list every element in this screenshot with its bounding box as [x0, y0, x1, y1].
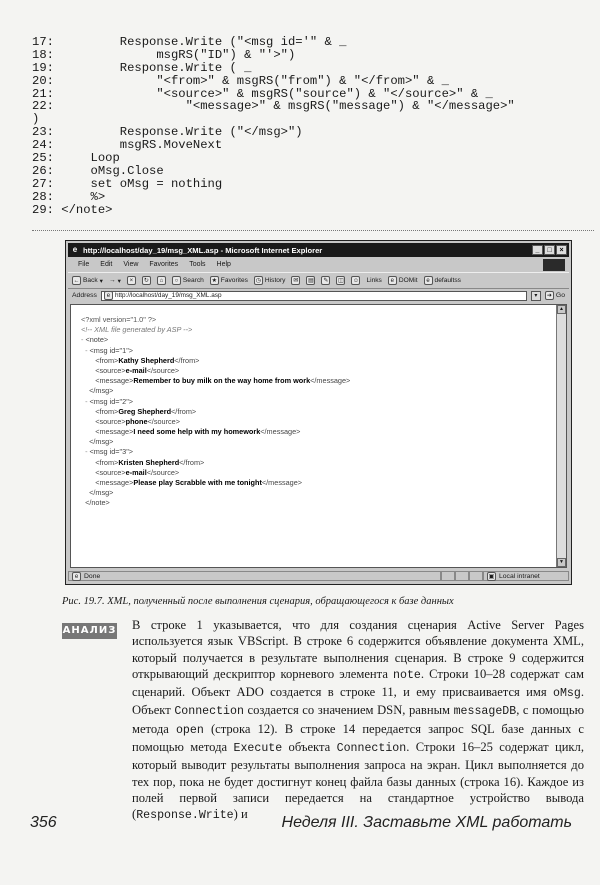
- body-text: . Объект: [132, 685, 584, 718]
- xml-tag: <message>: [95, 427, 134, 437]
- go-button[interactable]: [545, 291, 569, 300]
- address-input[interactable]: [101, 291, 527, 301]
- code-listing: [32, 36, 592, 216]
- xml-tag: </source>: [146, 365, 180, 375]
- chevron-down-icon: ▾: [99, 277, 103, 285]
- collapse-toggle[interactable]: -: [85, 345, 88, 355]
- xml-node-note[interactable]: [81, 335, 350, 345]
- favorites-icon: ★: [211, 278, 217, 284]
- xml-msg-close: [81, 386, 350, 396]
- xml-node-msg[interactable]: [81, 397, 350, 407]
- xml-node-msg[interactable]: [81, 447, 350, 457]
- xml-tree: [81, 315, 350, 509]
- link-domit-label: DOMit: [398, 277, 418, 284]
- menu-help[interactable]: Help: [216, 261, 231, 268]
- xml-tag: </source>: [146, 467, 180, 477]
- address-dropdown-button[interactable]: ▾: [531, 291, 541, 301]
- back-label: Back: [83, 277, 98, 284]
- body-text: , с помощью метода: [132, 703, 584, 736]
- inline-code: Response.Write: [136, 809, 234, 823]
- code-line: 19: Response.Write ( _: [32, 60, 252, 75]
- windows-logo-icon: [543, 259, 565, 271]
- back-arrow-icon: ←: [73, 278, 80, 284]
- xml-tag: <msg id="3">: [89, 447, 134, 457]
- home-icon[interactable]: ⌂: [157, 276, 166, 285]
- xml-declaration: <?xml version="1.0" ?>: [81, 315, 157, 324]
- xml-value: e-mail: [125, 467, 147, 477]
- xml-tag: </msg>: [89, 437, 114, 447]
- xml-from: [81, 407, 350, 417]
- body-text: создается со значением DSN, равным: [243, 703, 454, 718]
- status-bar: [68, 570, 569, 582]
- ie-logo-icon: e: [72, 245, 78, 254]
- link-icon: e: [388, 276, 397, 285]
- code-line: 20: "<from>" & msgRS("from") & "</from>" & _: [32, 73, 449, 88]
- collapse-toggle[interactable]: -: [81, 335, 84, 345]
- running-title: Неделя III. Заставьте XML работать: [281, 814, 572, 831]
- xml-tag: <message>: [95, 376, 134, 386]
- scroll-down-icon[interactable]: ▼: [557, 558, 566, 567]
- collapse-toggle[interactable]: -: [85, 447, 88, 457]
- xml-message: [81, 376, 350, 386]
- xml-node-msg[interactable]: [81, 346, 350, 356]
- go-label: Go: [555, 292, 565, 299]
- vertical-scrollbar[interactable]: [556, 305, 566, 567]
- refresh-icon[interactable]: ↻: [143, 278, 149, 284]
- security-zone: [483, 571, 569, 581]
- menu-edit[interactable]: Edit: [100, 261, 113, 268]
- page-content: [70, 304, 567, 568]
- section-divider: [32, 230, 594, 231]
- address-bar: [68, 289, 569, 302]
- code-line: 25: Loop: [32, 151, 120, 166]
- inline-code: Execute: [233, 742, 283, 756]
- xml-value: Kathy Shepherd: [118, 355, 175, 365]
- edit-icon[interactable]: ✎: [323, 278, 329, 284]
- xml-message: [81, 427, 350, 437]
- page-icon: e: [72, 572, 81, 581]
- xml-source: [81, 417, 350, 427]
- body-text: . Строки 16–25 содержат цикл, который выводит результаты выполнения запроса на экран. Цикл выполняется до тех пор, пока не будет достигнут конец файла базы данных (строка 16). Каждое из полей первой записи передается на стандартное устройство вывода (: [132, 740, 584, 822]
- xml-tag: </from>: [179, 457, 205, 467]
- inline-code: messageDB: [453, 705, 517, 719]
- collapse-toggle[interactable]: -: [85, 396, 88, 406]
- xml-source: [81, 366, 350, 376]
- inline-code: oMsg: [553, 687, 581, 701]
- xml-tag: </from>: [174, 355, 200, 365]
- code-line: 17: Response.Write ("<msg id='" & _: [32, 35, 347, 49]
- analysis-paragraph: [132, 617, 584, 825]
- history-button[interactable]: [254, 276, 286, 285]
- code-line: 29: </note>: [32, 202, 113, 217]
- body-text: . Строки 10–28 содержат сам сценарий. Объект ADO создается в строке 11, и ему присваивается имя: [132, 666, 584, 700]
- status-cell: [455, 571, 469, 581]
- xml-tag: <source>: [95, 467, 126, 477]
- page-number: 356: [30, 814, 57, 831]
- xml-comment: <!-- XML file generated by ASP -->: [81, 325, 193, 335]
- xml-value: I need some help with my homework: [133, 427, 261, 437]
- inline-code: Connection: [174, 705, 244, 719]
- code-line: 21: "<source>" & msgRS("source") & "</source>" & _: [32, 86, 493, 101]
- xml-tag: </message>: [261, 478, 303, 487]
- body-text: (строка 12). В строке 14 передается запрос SQL базе данных с помощью метода: [132, 721, 584, 755]
- page-icon: e: [104, 291, 113, 300]
- window-title: http://localhost/day_19/msg_XML.asp - Microsoft Internet Explorer: [83, 245, 323, 255]
- xml-value: e-mail: [125, 365, 147, 375]
- xml-tag: <msg id="1">: [89, 345, 134, 355]
- scroll-up-icon[interactable]: ▲: [557, 305, 566, 314]
- xml-message: [81, 478, 350, 488]
- xml-note-close: [81, 498, 350, 508]
- search-button[interactable]: [172, 276, 204, 285]
- figure-caption: Рис. 19.7. XML, полученный после выполнения сценария, обращающегося к базе данных: [62, 596, 454, 607]
- inline-code: note: [393, 668, 421, 682]
- body-text: В строке 1 указывается, что для создания сценария Active Server Pages используется язык VBScript. В строке 6 содержится объявление документа XML, который получается в результате выполнения сценария. В строке 9 содержится открывающий дескриптор корневого элемента: [132, 618, 584, 681]
- history-label: History: [264, 277, 286, 284]
- code-line: 22: "<message>" & msgRS("message") & "</message>": [32, 99, 515, 114]
- inline-code: Connection: [336, 742, 407, 756]
- menu-bar: [68, 258, 569, 271]
- analysis-badge: АНАЛИЗ: [62, 623, 117, 639]
- links-label[interactable]: Links: [366, 277, 382, 284]
- menu-tools[interactable]: Tools: [189, 261, 206, 268]
- menu-view[interactable]: View: [123, 261, 139, 268]
- body-text: ) и: [233, 807, 248, 822]
- search-label: Search: [182, 277, 204, 284]
- menu-file[interactable]: File: [78, 261, 90, 268]
- xml-tag: <from>: [95, 406, 119, 416]
- maximize-button[interactable]: □: [544, 245, 555, 255]
- minimize-button[interactable]: _: [532, 245, 543, 255]
- link-defaultss-label: defaultss: [434, 277, 461, 284]
- xml-value: Greg Shepherd: [118, 406, 172, 416]
- status-text-cell: [68, 571, 441, 581]
- address-value: http://localhost/day_19/msg_XML.asp: [114, 292, 222, 299]
- code-line: 26: oMsg.Close: [32, 163, 164, 178]
- xml-msg-close: [81, 437, 350, 447]
- link-domit[interactable]: [388, 276, 418, 285]
- history-icon: ◷: [255, 278, 262, 284]
- browser-window: [65, 240, 572, 585]
- code-line: 18: msgRS("ID") & "'>"): [32, 47, 296, 62]
- close-button[interactable]: ×: [556, 245, 567, 255]
- link-defaultss[interactable]: [424, 276, 461, 285]
- xml-tag: <from>: [95, 355, 119, 365]
- xml-tag: </msg>: [89, 386, 114, 396]
- xml-tag: <from>: [95, 457, 119, 467]
- stop-icon[interactable]: ×: [127, 276, 136, 285]
- body-text: объекта: [282, 740, 337, 755]
- xml-tag: </source>: [147, 416, 180, 426]
- xml-tag: </message>: [310, 376, 351, 386]
- search-icon: ○: [172, 276, 181, 285]
- discuss-icon[interactable]: ◫: [338, 278, 344, 284]
- xml-tag: <note>: [85, 335, 109, 345]
- xml-tag: </note>: [85, 498, 110, 508]
- xml-tag: <source>: [95, 416, 126, 426]
- xml-tag: </from>: [171, 406, 197, 416]
- xml-tag: </msg>: [89, 488, 114, 498]
- status-cell: [441, 571, 455, 581]
- messenger-icon[interactable]: ☺: [352, 278, 359, 284]
- forward-arrow-icon: →: [108, 277, 116, 284]
- favorites-button[interactable]: [210, 276, 248, 285]
- xml-value: Remember to buy milk on the way home from work: [133, 376, 311, 386]
- forward-button[interactable]: [109, 277, 121, 285]
- xml-value: Kristen Shepherd: [118, 457, 180, 467]
- title-bar: [68, 243, 569, 257]
- xml-value: Please play Scrabble with me tonight: [133, 478, 262, 487]
- status-cell: [469, 571, 483, 581]
- inline-code: open: [175, 723, 204, 737]
- chevron-down-icon: ▾: [117, 277, 121, 285]
- xml-tag: </message>: [260, 427, 301, 437]
- xml-tag: <msg id="2">: [89, 396, 134, 406]
- xml-msg-close: [81, 488, 350, 498]
- xml-from: [81, 458, 350, 468]
- address-label: Address: [72, 292, 97, 299]
- toolbar: [68, 272, 569, 289]
- code-line: 27: set oMsg = nothing: [32, 176, 223, 191]
- mail-icon[interactable]: ✉: [293, 278, 299, 284]
- back-button[interactable]: [72, 276, 103, 285]
- xml-source: [81, 468, 350, 478]
- xml-from: [81, 356, 350, 366]
- xml-tag: <source>: [95, 365, 126, 375]
- xml-tag: <message>: [95, 478, 134, 487]
- favorites-label: Favorites: [220, 277, 248, 284]
- print-icon[interactable]: ▤: [308, 278, 314, 284]
- code-line-wrap: ): [32, 112, 40, 127]
- xml-value: phone: [125, 416, 148, 426]
- link-icon: e: [424, 276, 433, 285]
- menu-favorites[interactable]: Favorites: [149, 261, 179, 268]
- code-line: 23: Response.Write ("</msg>"): [32, 125, 303, 140]
- code-line: 24: msgRS.MoveNext: [32, 138, 223, 153]
- zone-label: Local intranet: [499, 572, 540, 580]
- code-line: 28: %>: [32, 189, 106, 204]
- go-arrow-icon: ➜: [546, 293, 552, 299]
- status-text: Done: [84, 572, 101, 580]
- intranet-icon: ▣: [488, 573, 495, 580]
